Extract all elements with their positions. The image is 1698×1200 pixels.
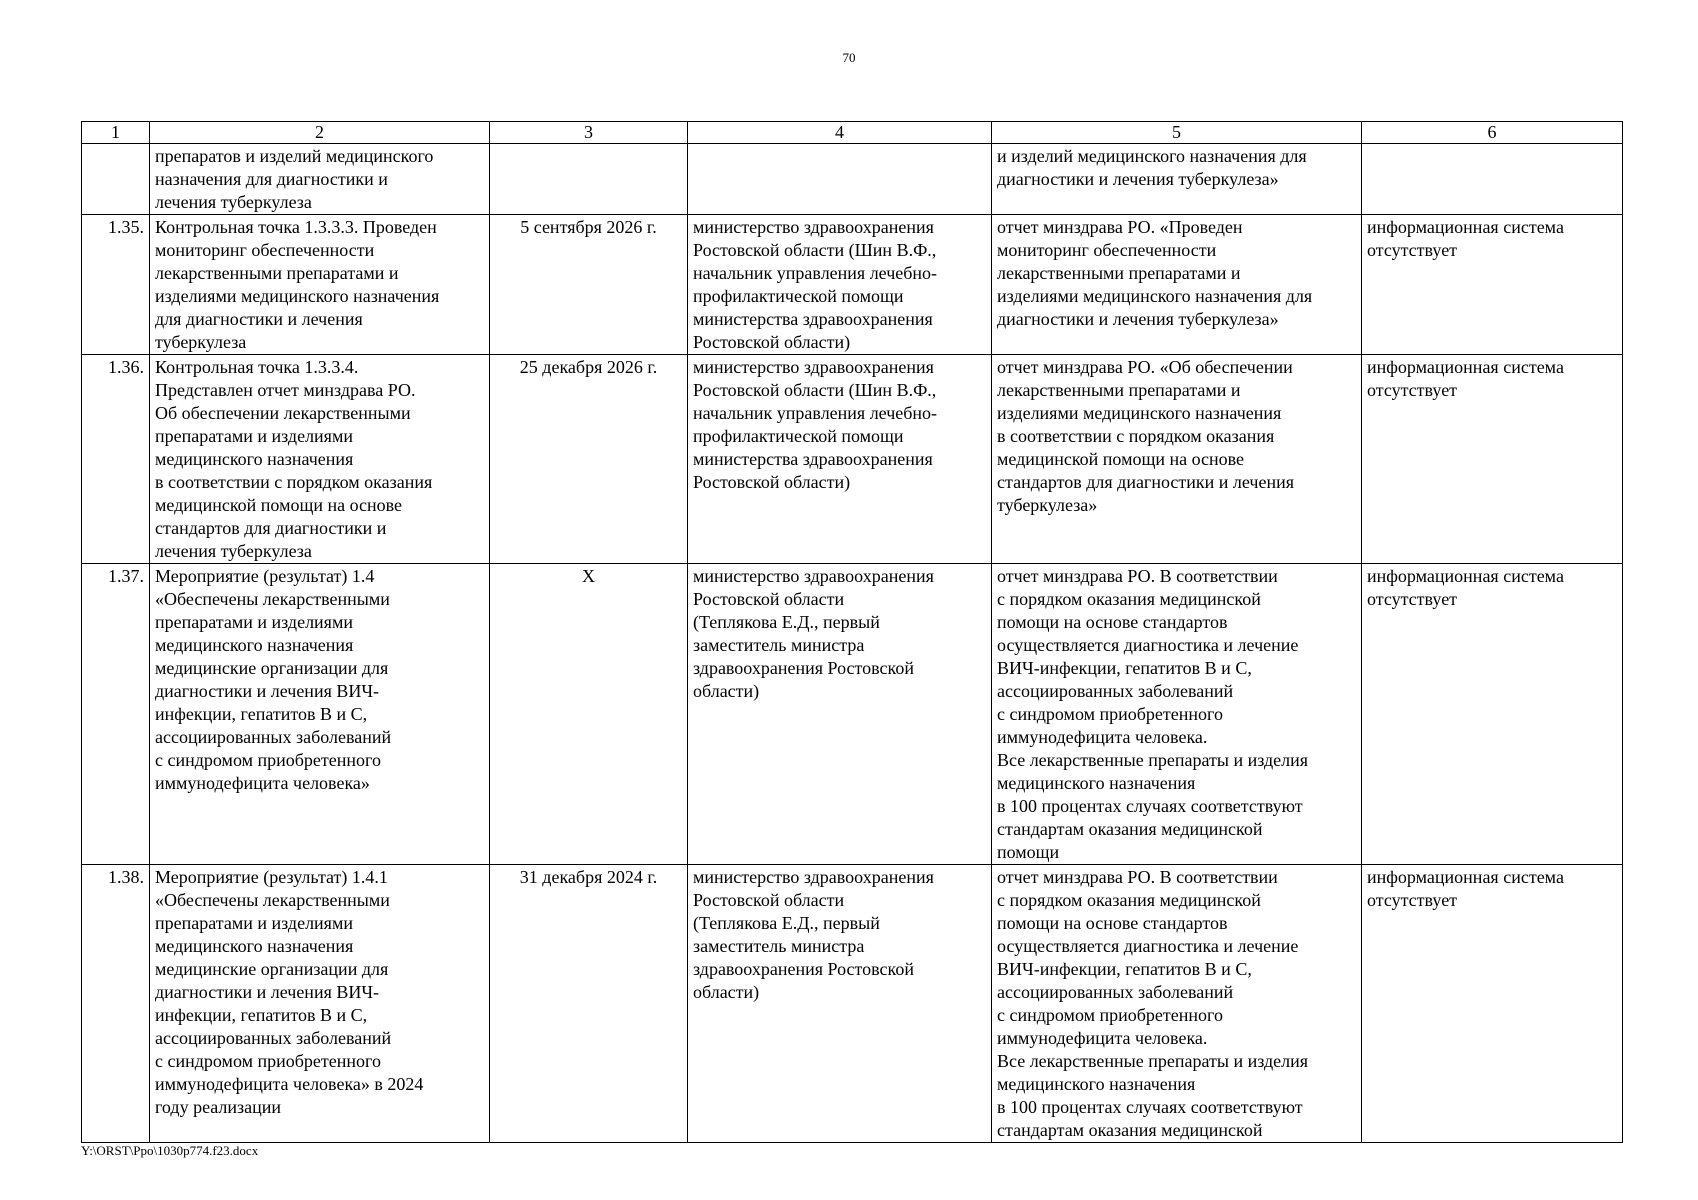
information-system: информационная система отсутствует: [1362, 355, 1623, 564]
responsible: министерство здравоохранения Ростовской области (Шин В.Ф., начальник управления лечебно- профилактической помощи министерства здравоохранения Ростовской области): [688, 355, 992, 564]
column-header-1: 1: [82, 122, 150, 144]
column-header-5: 5: [992, 122, 1362, 144]
result-document: отчет минздрава РО. В соответствии с порядком оказания медицинской помощи на основе стандартов осуществляется диагностика и лечение ВИЧ-инфекции, гепатитов B и C, ассоциированных заболеваний с синдромом приобретенного иммунодефицита человека. Все лекарственные препараты и изделия медицинского назначения в 100 процентах случаях соответствуют стандартам оказания медицинской: [992, 865, 1362, 1143]
table-row: [82, 865, 1623, 1143]
measure-name: препаратов и изделий медицинского назначения для диагностики и лечения туберкулеза: [150, 144, 490, 215]
responsible: [688, 144, 992, 215]
row-number: 1.35.: [82, 215, 150, 355]
table-row: [82, 355, 1623, 564]
deadline: X: [490, 564, 688, 865]
information-system: информационная система отсутствует: [1362, 865, 1623, 1143]
row-number: 1.36.: [82, 355, 150, 564]
responsible: министерство здравоохранения Ростовской области (Шин В.Ф., начальник управления лечебно- профилактической помощи министерства здравоохранения Ростовской области): [688, 215, 992, 355]
row-number: 1.38.: [82, 865, 150, 1143]
table-row: [82, 564, 1623, 865]
measure-name: Мероприятие (результат) 1.4 «Обеспечены лекарственными препаратами и изделиями медицинского назначения медицинские организации для диагностики и лечения ВИЧ- инфекции, гепатитов B и C, ассоциированных заболеваний с синдромом приобретенного иммунодефицита человека»: [150, 564, 490, 865]
result-document: и изделий медицинского назначения для диагностики и лечения туберкулеза»: [992, 144, 1362, 215]
table-row: [82, 144, 1623, 215]
column-header-4: 4: [688, 122, 992, 144]
responsible: министерство здравоохранения Ростовской области (Теплякова Е.Д., первый заместитель министра здравоохранения Ростовской области): [688, 865, 992, 1143]
result-document: отчет минздрава РО. «Об обеспечении лекарственными препаратами и изделиями медицинского назначения в соответствии с порядком оказания медицинской помощи на основе стандартов для диагностики и лечения туберкулеза»: [992, 355, 1362, 564]
measure-name: Мероприятие (результат) 1.4.1 «Обеспечены лекарственными препаратами и изделиями медицинского назначения медицинские организации для диагностики и лечения ВИЧ- инфекции, гепатитов B и C, ассоциированных заболеваний с синдромом приобретенного иммунодефицита человека» в 2024 году реализации: [150, 865, 490, 1143]
deadline: [490, 144, 688, 215]
information-system: информационная система отсутствует: [1362, 215, 1623, 355]
result-document: отчет минздрава РО. В соответствии с порядком оказания медицинской помощи на основе стандартов осуществляется диагностика и лечение ВИЧ-инфекции, гепатитов B и C, ассоциированных заболеваний с синдромом приобретенного иммунодефицита человека. Все лекарственные препараты и изделия медицинского назначения в 100 процентах случаях соответствуют стандартам оказания медицинской помощи: [992, 564, 1362, 865]
measure-name: Контрольная точка 1.3.3.3. Проведен мониторинг обеспеченности лекарственными препаратами и изделиями медицинского назначения для диагностики и лечения туберкулеза: [150, 215, 490, 355]
row-number: [82, 144, 150, 215]
footer-file-path: Y:\ORST\Ppo\1030p774.f23.docx: [81, 1143, 259, 1158]
deadline: 5 сентября 2026 г.: [490, 215, 688, 355]
information-system: [1362, 144, 1623, 215]
information-system: информационная система отсутствует: [1362, 564, 1623, 865]
deadline: 31 декабря 2024 г.: [490, 865, 688, 1143]
column-number-row: [82, 122, 1623, 144]
responsible: министерство здравоохранения Ростовской области (Теплякова Е.Д., первый заместитель министра здравоохранения Ростовской области): [688, 564, 992, 865]
table-row: [82, 215, 1623, 355]
page-number: 70: [842, 50, 856, 65]
column-header-6: 6: [1362, 122, 1623, 144]
column-header-2: 2: [150, 122, 490, 144]
result-document: отчет минздрава РО. «Проведен мониторинг обеспеченности лекарственными препаратами и изделиями медицинского назначения для диагностики и лечения туберкулеза»: [992, 215, 1362, 355]
measure-name: Контрольная точка 1.3.3.4. Представлен отчет минздрава РО. Об обеспечении лекарственными препаратами и изделиями медицинского назначения в соответствии с порядком оказания медицинской помощи на основе стандартов для диагностики и лечения туберкулеза: [150, 355, 490, 564]
column-header-3: 3: [490, 122, 688, 144]
measures-table: [81, 121, 1623, 1143]
row-number: 1.37.: [82, 564, 150, 865]
deadline: 25 декабря 2026 г.: [490, 355, 688, 564]
